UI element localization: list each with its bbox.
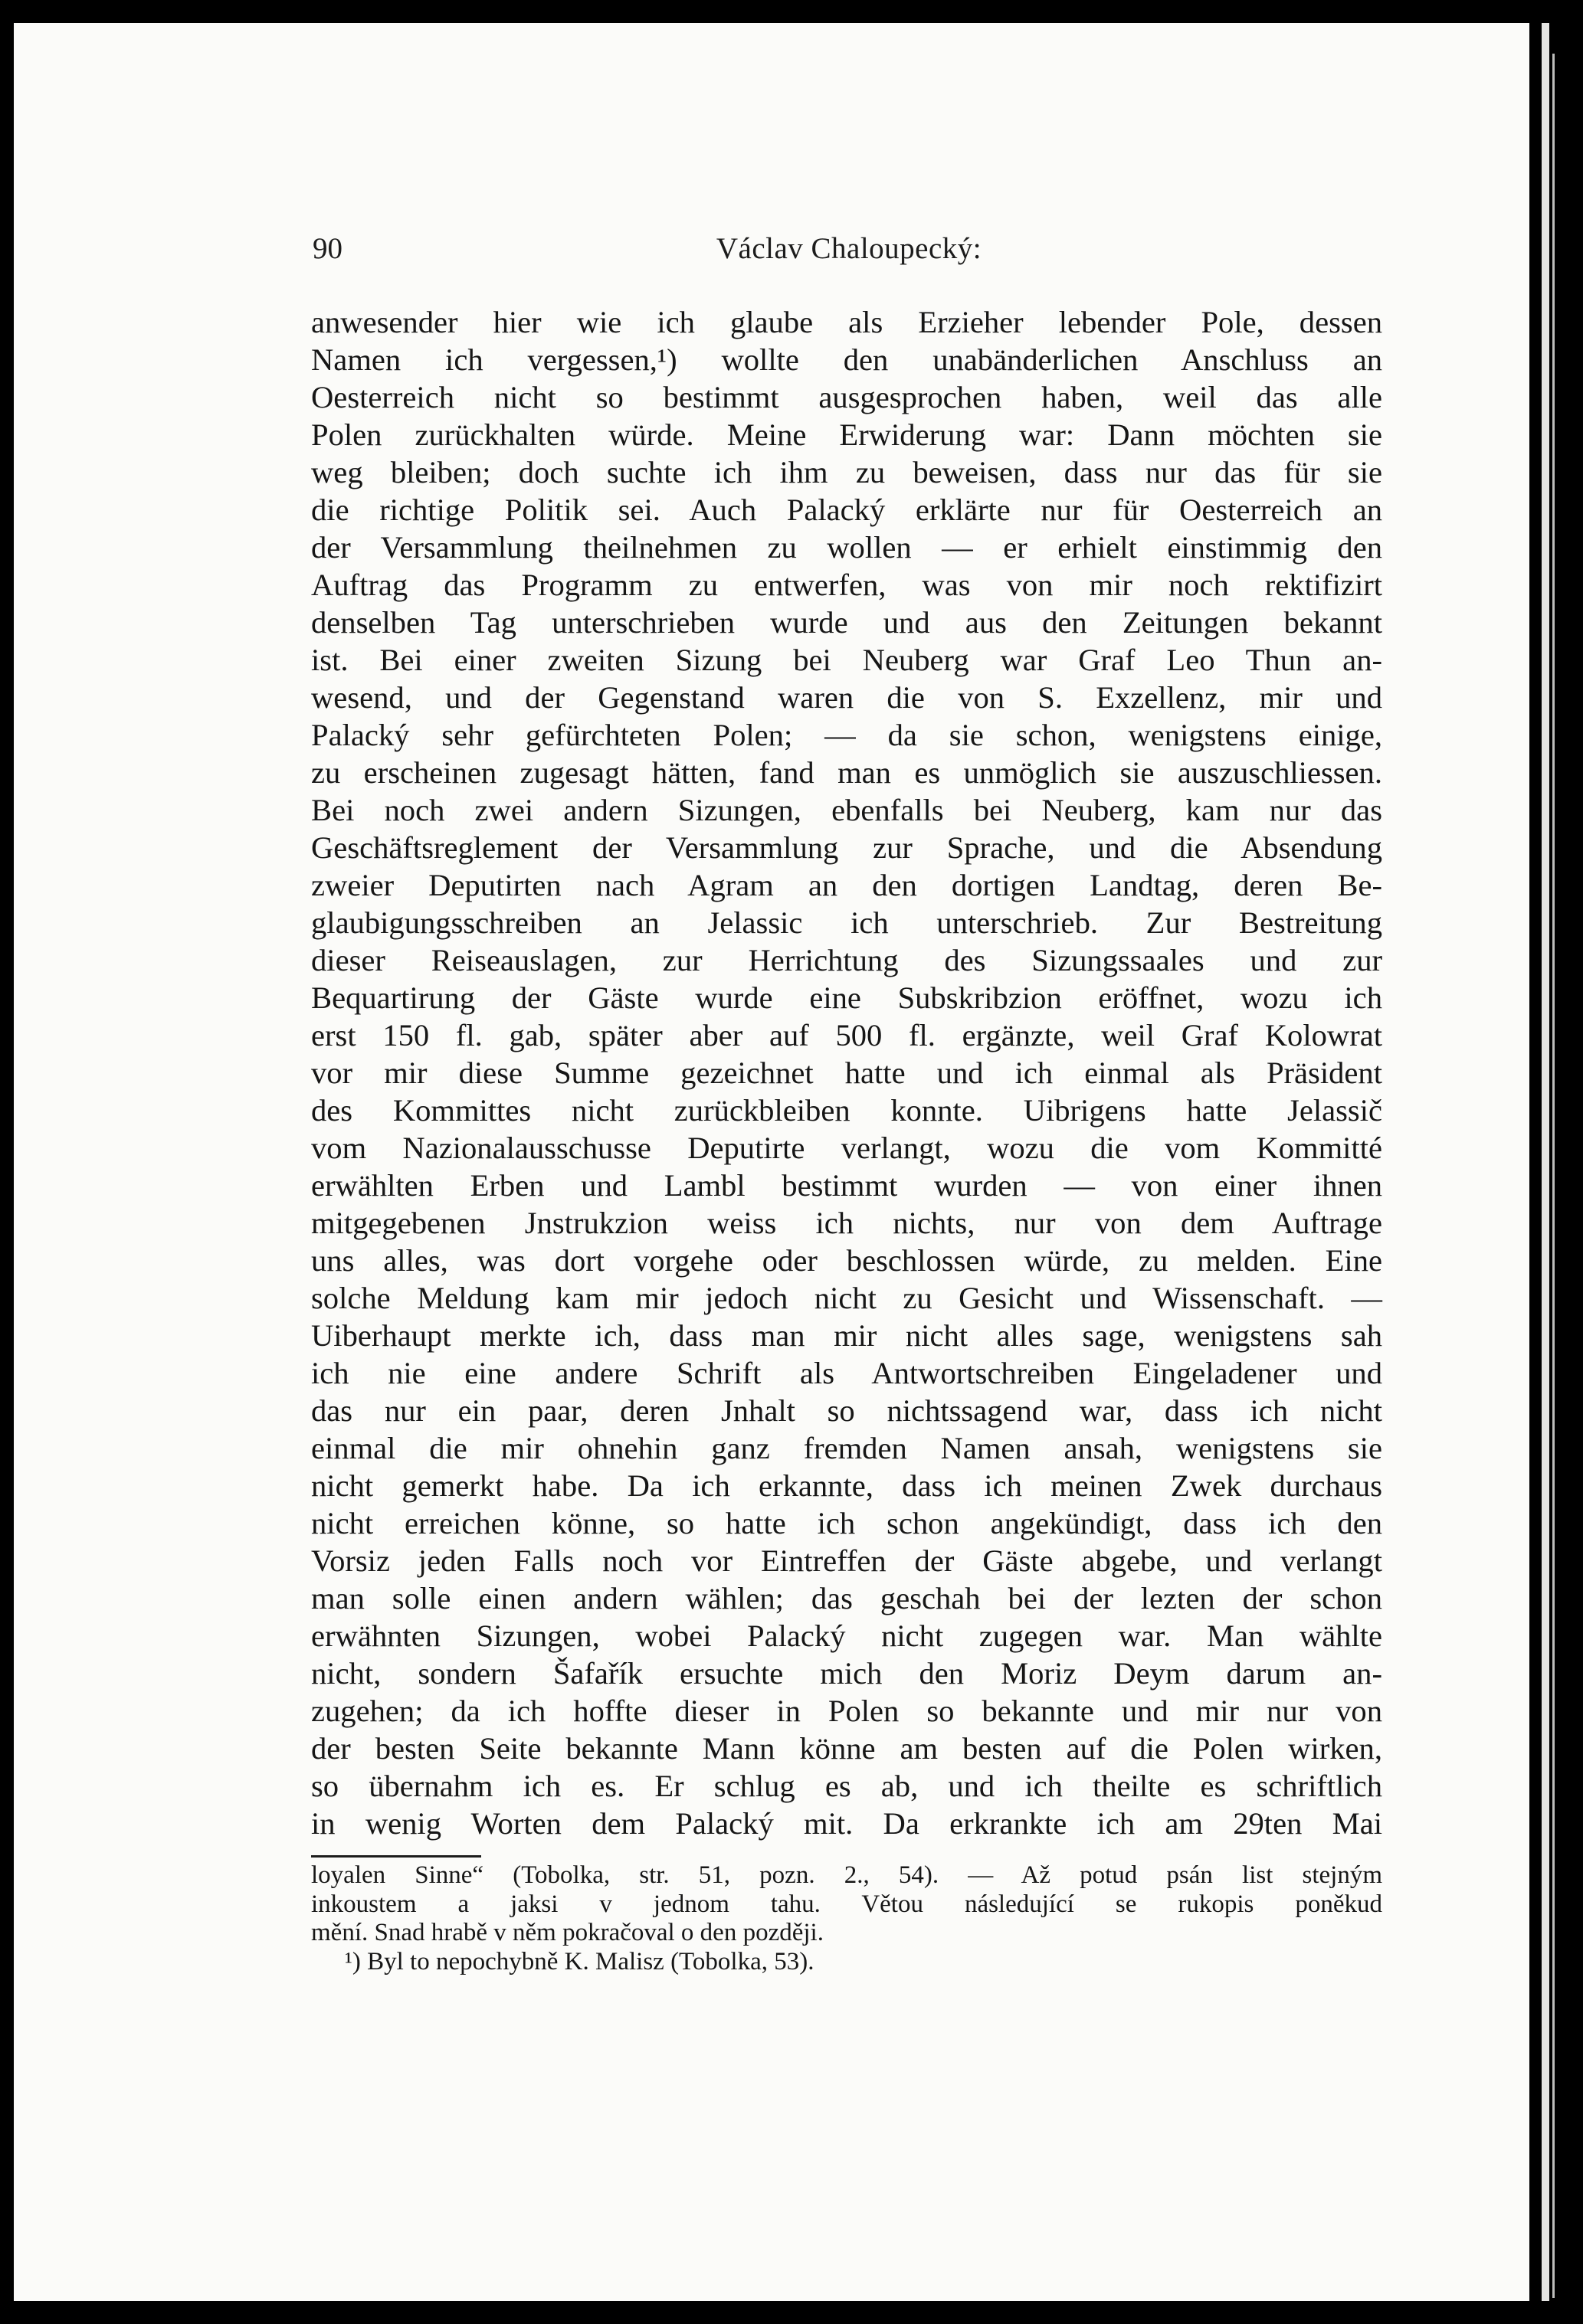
text-line: das nur ein paar, deren Jnhalt so nichtssagend war, dass ich nicht <box>311 1393 1382 1428</box>
footnotes <box>311 1861 1382 1976</box>
text-line: Namen ich vergessen,¹) wollte den unabänderlichen Anschluss an <box>311 342 1382 377</box>
text-line: erwählten Erben und Lambl bestimmt wurden — von einer ihnen <box>311 1168 1382 1203</box>
text-line: vor mir diese Summe gezeichnet hatte und ich einmal als Präsident <box>311 1056 1382 1090</box>
footnote-line: inkoustem a jaksi v jednom tahu. Větou následující se rukopis poněkud <box>311 1890 1382 1918</box>
footnote-1: ¹) Byl to nepochybně K. Malisz (Tobolka, 53). <box>345 1947 814 1975</box>
text-line: weg bleiben; doch suchte ich ihm zu beweisen, dass nur das für sie <box>311 455 1382 489</box>
text-line: zu erscheinen zugesagt hätten, fand man es unmöglich sie auszuschliessen. <box>311 755 1382 790</box>
text-line: die richtige Politik sei. Auch Palacký erklärte nur für Oesterreich an <box>311 493 1382 527</box>
text-line: Palacký sehr gefürchteten Polen; — da sie schon, wenigstens einige, <box>311 718 1382 752</box>
page-right-edge <box>1542 23 1549 2301</box>
text-line: erwähnten Sizungen, wobei Palacký nicht zugegen war. Man wählte <box>311 1619 1382 1653</box>
footnote-line: loyalen Sinne“ (Tobolka, str. 51, pozn. 2., 54). — Až potud psán list stejným <box>311 1861 1382 1889</box>
text-line: der Versammlung theilnehmen zu wollen — er erhielt einstimmig den <box>311 530 1382 565</box>
text-line: Oesterreich nicht so bestimmt ausgesprochen haben, weil das alle <box>311 380 1382 414</box>
footnote-rule <box>311 1855 481 1858</box>
scan-edge-line <box>1552 54 1555 2298</box>
text-line: ich nie eine andere Schrift als Antwortschreiben Eingeladener und <box>311 1356 1382 1390</box>
text-line: denselben Tag unterschrieben wurde und aus den Zeitungen bekannt <box>311 605 1382 640</box>
text-line: der besten Seite bekannte Mann könne am besten auf die Polen wirken, <box>311 1731 1382 1766</box>
page-number: 90 <box>313 232 342 265</box>
text-line: in wenig Worten dem Palacký mit. Da erkrankte ich am 29ten Mai <box>311 1806 1382 1841</box>
text-line: zweier Deputirten nach Agram an den dortigen Landtag, deren Be- <box>311 868 1382 902</box>
text-line: nicht, sondern Šafařík ersuchte mich den Moriz Deym darum an- <box>311 1656 1382 1691</box>
text-line: Geschäftsreglement der Versammlung zur Sprache, und die Absendung <box>311 830 1382 865</box>
text-line: Uiberhaupt merkte ich, dass man mir nicht alles sage, wenigstens sah <box>311 1318 1382 1353</box>
text-line: solche Meldung kam mir jedoch nicht zu Gesicht und Wissenschaft. — <box>311 1281 1382 1315</box>
text-line: Bei noch zwei andern Sizungen, ebenfalls bei Neuberg, kam nur das <box>311 793 1382 827</box>
text-line: ist. Bei einer zweiten Sizung bei Neuberg war Graf Leo Thun an- <box>311 643 1382 677</box>
body-text <box>311 303 1382 1842</box>
text-line: zugehen; da ich hoffte dieser in Polen so bekannte und mir nur von <box>311 1694 1382 1728</box>
text-line: wesend, und der Gegenstand waren die von S. Exzellenz, mir und <box>311 680 1382 715</box>
text-line: glaubigungsschreiben an Jelassic ich unterschrieb. Zur Bestreitung <box>311 905 1382 940</box>
footnote-line: mění. Snad hrabě v něm pokračoval o den později. <box>311 1919 824 1946</box>
text-line: Polen zurückhalten würde. Meine Erwiderung war: Dann möchten sie <box>311 417 1382 452</box>
running-head: Václav Chaloupecký: <box>716 232 982 265</box>
text-line: mitgegebenen Jnstrukzion weiss ich nichts, nur von dem Auftrage <box>311 1206 1382 1240</box>
text-line: Vorsiz jeden Falls noch vor Eintreffen der Gäste abgebe, und verlangt <box>311 1543 1382 1578</box>
text-line: uns alles, was dort vorgehe oder beschlossen würde, zu melden. Eine <box>311 1243 1382 1278</box>
text-line: vom Nazionalausschusse Deputirte verlangt, wozu die vom Kommitté <box>311 1131 1382 1165</box>
text-line: so übernahm ich es. Er schlug es ab, und ich theilte es schriftlich <box>311 1769 1382 1803</box>
text-line: anwesender hier wie ich glaube als Erzieher lebender Pole, dessen <box>311 305 1382 339</box>
text-line: dieser Reiseauslagen, zur Herrichtung des Sizungssaales und zur <box>311 943 1382 977</box>
text-line: des Kommittes nicht zurückbleiben konnte. Uibrigens hatte Jelassič <box>311 1093 1382 1128</box>
text-line: Bequartirung der Gäste wurde eine Subskribzion eröffnet, wozu ich <box>311 980 1382 1015</box>
text-line: nicht erreichen könne, so hatte ich schon angekündigt, dass ich den <box>311 1506 1382 1540</box>
text-line: einmal die mir ohnehin ganz fremden Namen ansah, wenigstens sie <box>311 1431 1382 1465</box>
text-line: erst 150 fl. gab, später aber auf 500 fl. ergänzte, weil Graf Kolowrat <box>311 1018 1382 1052</box>
page-header <box>313 231 1385 277</box>
text-line: man solle einen andern wählen; das geschah bei der lezten der schon <box>311 1581 1382 1615</box>
text-line: Auftrag das Programm zu entwerfen, was von mir noch rektifizirt <box>311 568 1382 602</box>
text-line: nicht gemerkt habe. Da ich erkannte, dass ich meinen Zwek durchaus <box>311 1468 1382 1503</box>
